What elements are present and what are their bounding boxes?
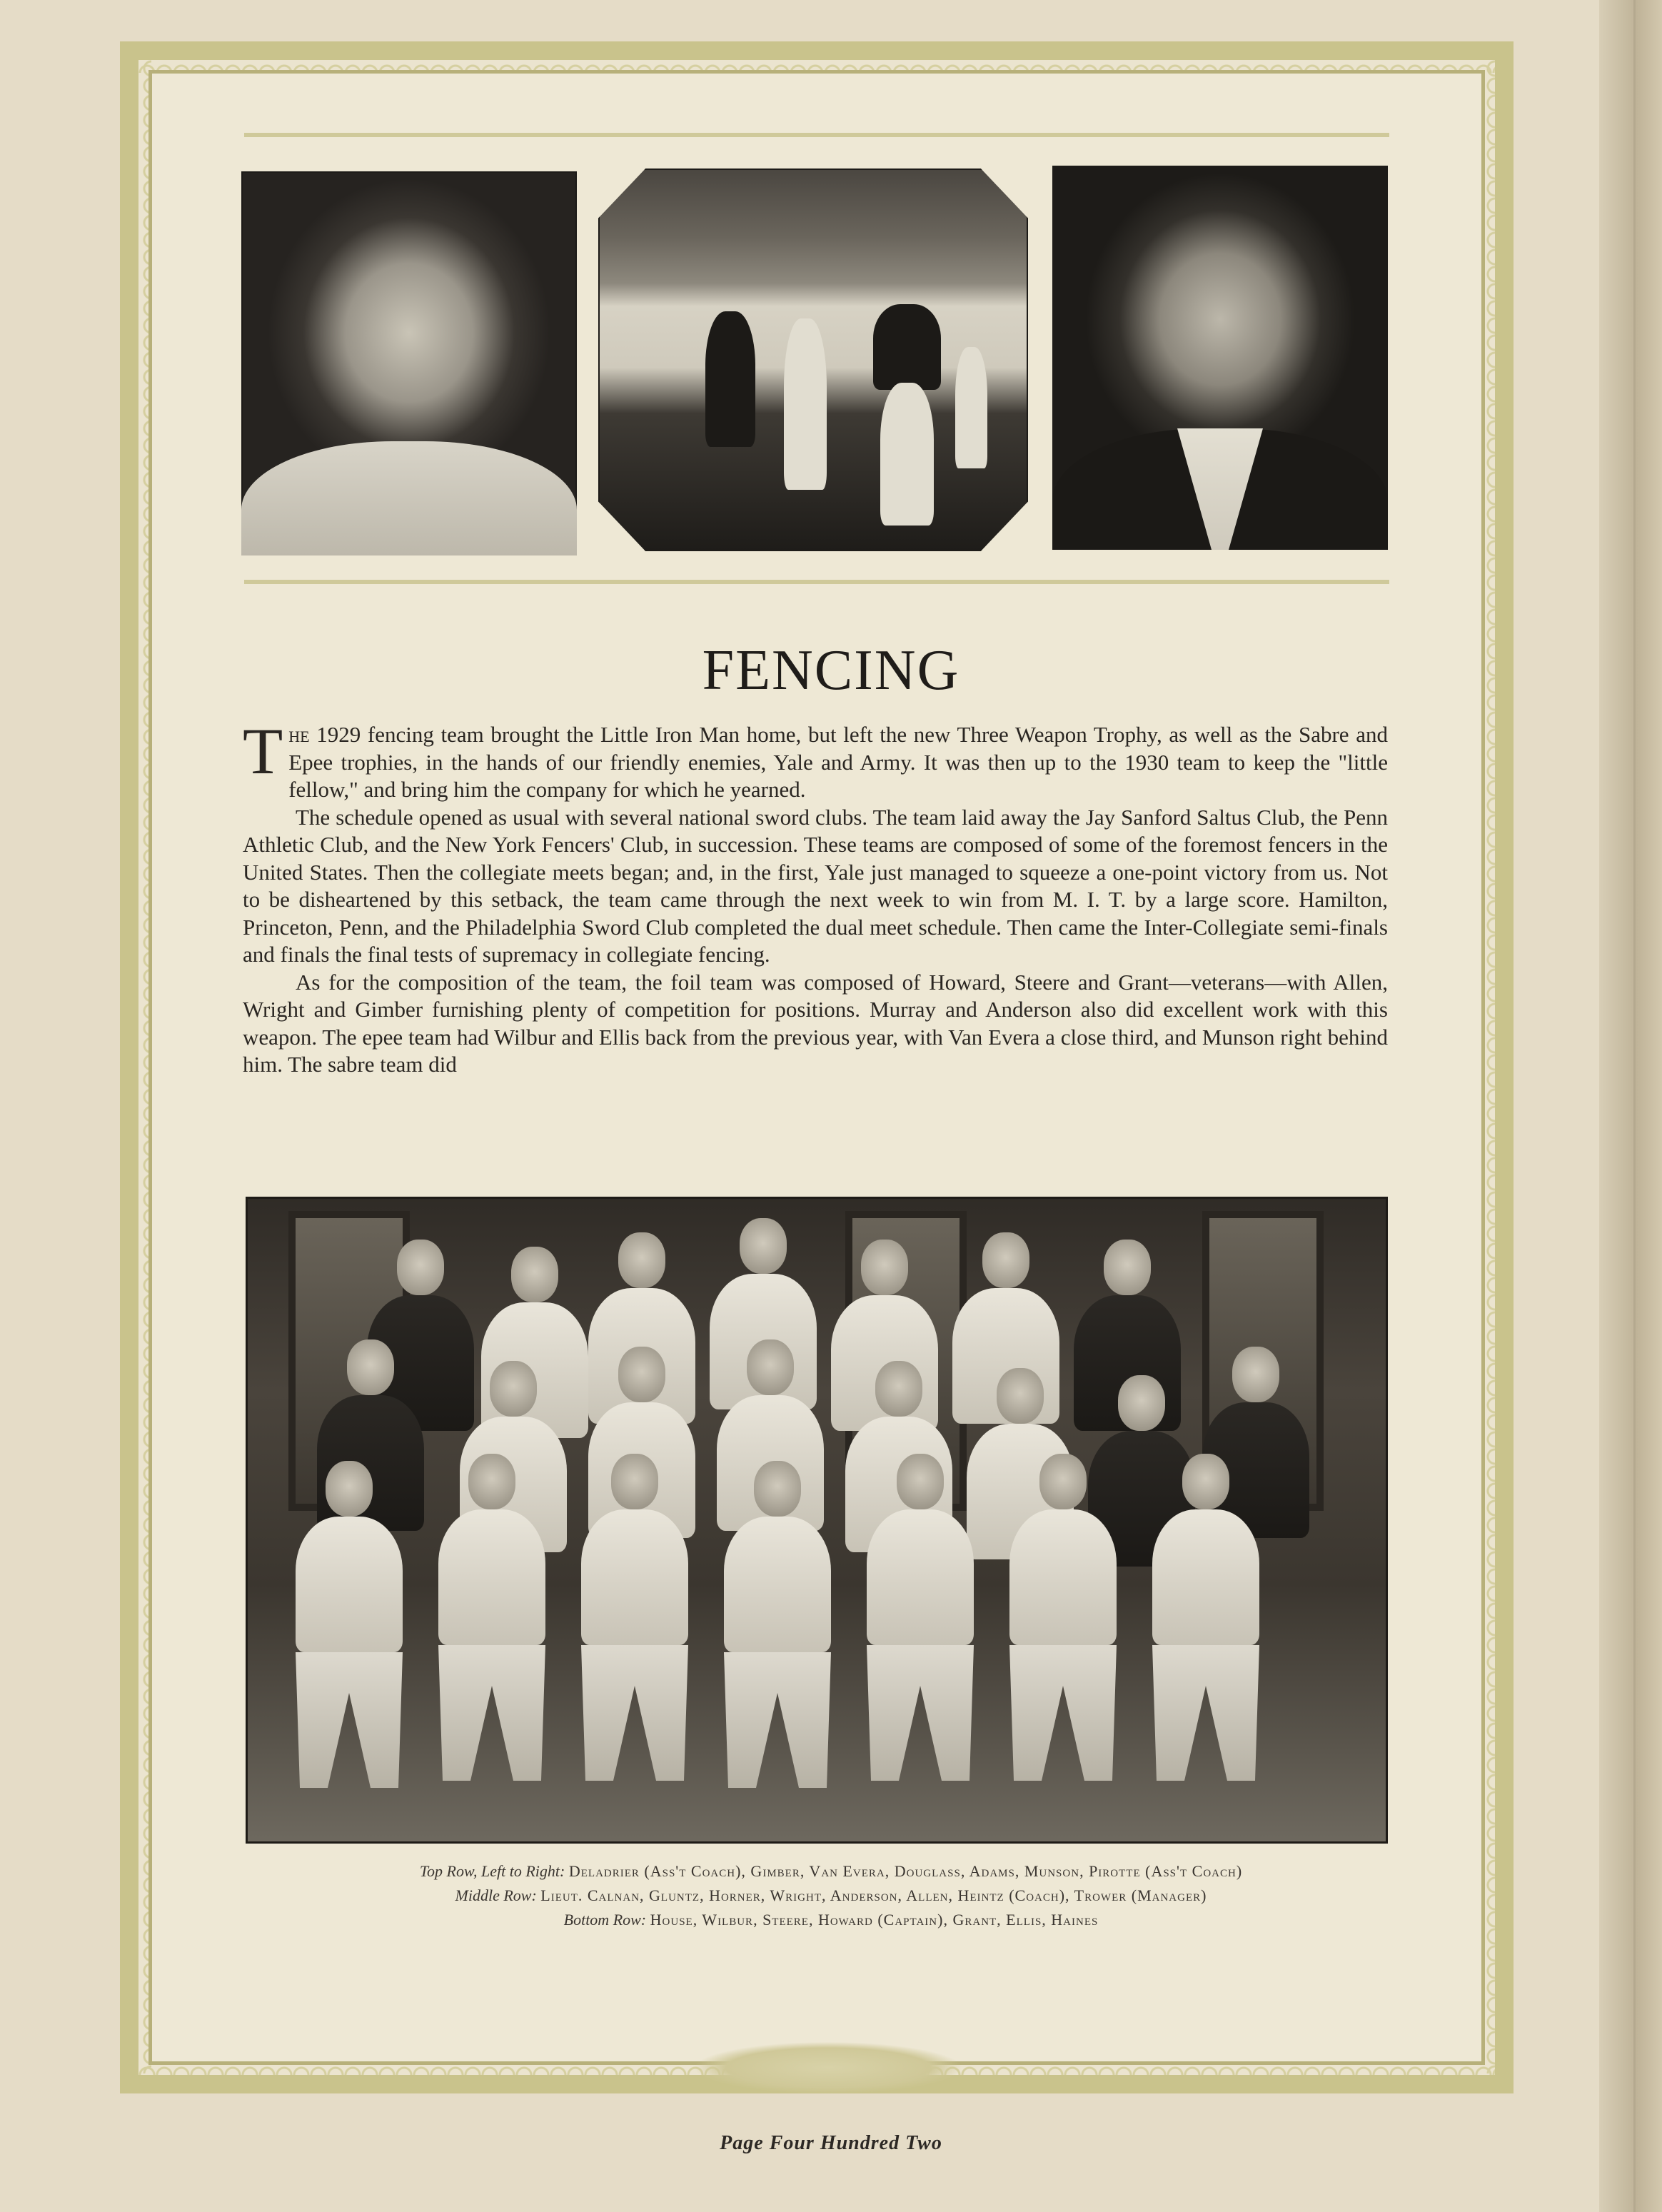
drop-cap-lead: he [288,722,310,747]
team-member-seated [296,1461,403,1788]
portrait-photo-left [241,171,577,555]
referee-trousers [880,383,934,526]
team-member-seated [867,1454,974,1781]
page-title: FENCING [702,639,960,702]
fencer-figure [784,318,827,490]
photo-caption [0,1859,1662,1932]
fencing-match-photo [598,169,1028,551]
fencer-figure-right [955,347,987,468]
team-member-seated [724,1461,831,1788]
portrait-photo-right [1052,166,1388,550]
page-number: Page Four Hundred Two [720,2132,942,2154]
caption-names: Deladrier (Ass't Coach), Gimber, Van Evera, Douglass, Adams, Munson, Pirotte (Ass't Coach) [568,1862,1243,1880]
caption-bottom-row [0,1908,1662,1932]
paragraph-2: The schedule opened as usual with several national sword clubs. The team laid away the Jay Sanford Saltus Club, the Penn Athletic Club, and the New York Fencers' Club, in succession. These teams are composed of some of the foremost fencers in the United States. Then the collegiate meets began; and, in the first, Yale just managed to squeeze a one-point victory from us. Not to be disheartened by this setback, the team came through the next week to win from M. I. T. by a large score. Hamilton, Princeton, Penn, and the Philadelphia Sword Club completed the dual meet schedule. Then came the Inter-Collegiate semi-finals and finals the final tests of supremacy in collegiate fencing. [243,804,1388,967]
paragraph-3: As for the composition of the team, the foil team was composed of Howard, Steere and Grant—veterans—with Allen, Wright and Gimber furnishing plenty of competition for positions. Murray and Anderson also did excellent work with this weapon. The epee team had Wilbur and Ellis back from the previous year, with Van Evera a close third, and Munson right behind him. The sabre team did [243,969,1388,1077]
fencing-jacket [241,441,577,555]
caption-top-row [0,1859,1662,1884]
team-member-seated [1152,1454,1259,1781]
drop-cap: T [243,715,283,788]
caption-row-label: Bottom Row: [563,1911,647,1929]
paragraph-1 [243,715,1388,804]
spectator-figure [705,311,755,447]
photo-bottom-rule [244,580,1389,584]
team-member-seated [581,1454,688,1781]
caption-middle-row [0,1884,1662,1908]
top-rule [244,133,1389,137]
caption-names: Lieut. Calnan, Gluntz, Horner, Wright, Anderson, Allen, Heintz (Coach), Trower (Manager) [540,1886,1207,1904]
team-group-photo [246,1197,1388,1844]
team-member-seated [1009,1454,1117,1781]
caption-row-label: Top Row, Left to Right: [419,1862,565,1880]
article-body [243,715,1388,1079]
team-member-seated [438,1454,545,1781]
referee-figure [873,304,941,390]
caption-names: House, Wilbur, Steere, Howard (Captain), Grant, Ellis, Haines [650,1911,1099,1929]
caption-row-label: Middle Row: [455,1886,537,1904]
paragraph-1-text: 1929 fencing team brought the Little Iron Man home, but left the new Three Weapon Trophy, as well as the Sabre and Epee trophies, in the hands of our friendly enemies, Yale and Army. It was then up to the 1930 team to keep the "little fellow," and bring him the company for which he yearned. [288,722,1388,802]
decorative-ornament [643,2021,1014,2106]
